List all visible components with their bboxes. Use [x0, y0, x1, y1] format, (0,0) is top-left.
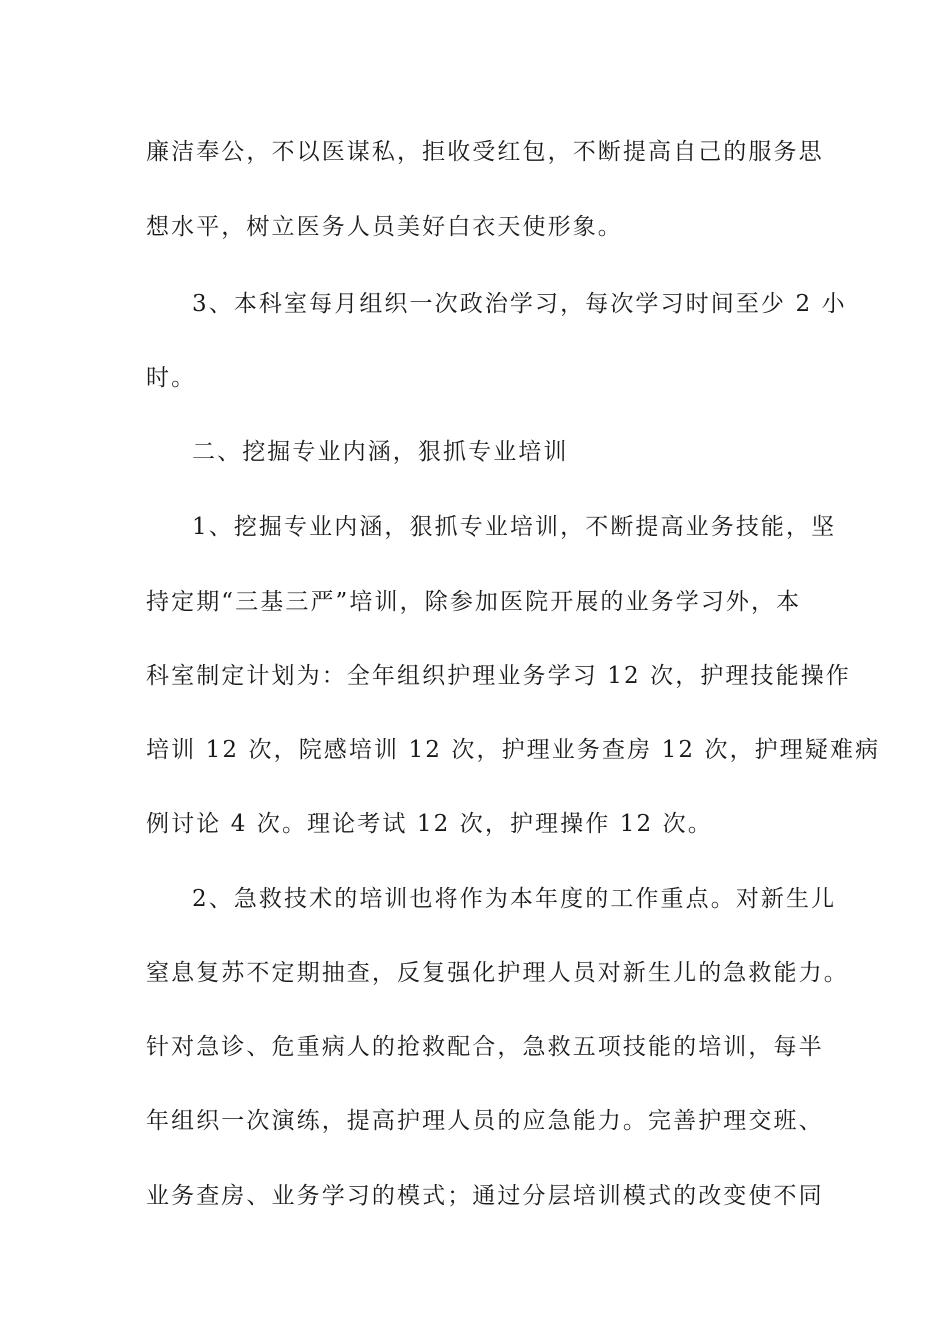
section-heading: 二、挖掘专业内涵，狠抓专业培训 [192, 439, 569, 465]
text-line: 科室制定计划为：全年组织护理业务学习 12 次，护理技能操作 [146, 663, 851, 689]
text-line: 例讨论 4 次。理论考试 12 次，护理操作 12 次。 [146, 811, 713, 837]
paragraph-first-line: 3、本科室每月组织一次政治学习，每次学习时间至少 2 小 [192, 291, 847, 317]
text-line: 培训 12 次，院感培训 12 次，护理业务查房 12 次，护理疑难病 [146, 737, 881, 763]
text-line: 想水平，树立医务人员美好白衣天使形象。 [146, 214, 623, 240]
paragraph-first-line: 2、急救技术的培训也将作为本年度的工作重点。对新生儿 [192, 886, 837, 912]
text-line: 持定期“三基三严”培训，除参加医院开展的业务学习外，本 [146, 589, 802, 615]
text-line: 窒息复苏不定期抽查，反复强化护理人员对新生儿的急救能力。 [146, 960, 849, 986]
text-line: 业务查房、业务学习的模式；通过分层培训模式的改变使不同 [146, 1183, 824, 1209]
text-line: 时。 [146, 365, 197, 391]
paragraph-first-line: 1、挖掘专业内涵，狠抓专业培训，不断提高业务技能，坚 [192, 514, 837, 540]
text-line: 廉洁奉公，不以医谋私，拒收受红包，不断提高自己的服务思 [146, 139, 824, 165]
text-line: 针对急诊、危重病人的抢救配合，急救五项技能的培训，每半 [146, 1034, 824, 1060]
text-line: 年组织一次演练，提高护理人员的应急能力。完善护理交班、 [146, 1108, 824, 1134]
